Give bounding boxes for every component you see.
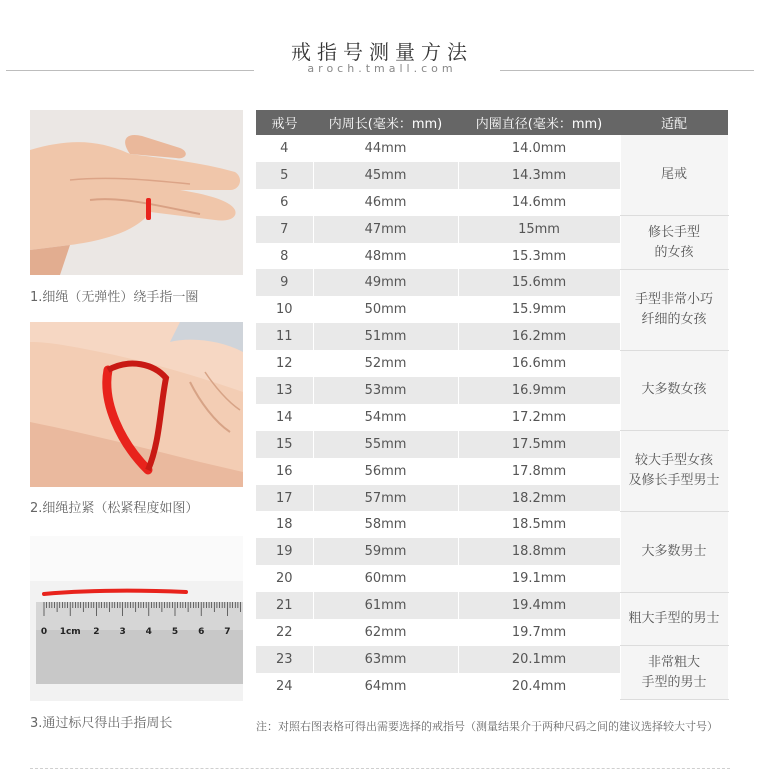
table-row	[256, 269, 728, 296]
cell-diameter: 14.0mm	[458, 135, 620, 162]
cell-diameter: 19.7mm	[458, 619, 620, 646]
fit-line-2: 手型的男士	[641, 674, 707, 690]
cell-size: 13	[256, 377, 313, 404]
cell-circumference: 53mm	[313, 377, 458, 404]
table-body	[256, 135, 728, 700]
cell-diameter: 18.5mm	[458, 511, 620, 538]
cell-circumference: 45mm	[313, 162, 458, 189]
cell-size: 15	[256, 431, 313, 458]
bottom-dashed-divider	[30, 768, 730, 769]
page-subtitle: aroch.tmall.com	[307, 62, 457, 75]
cell-fit	[620, 269, 728, 350]
caption-step-1: 1.细绳（无弹性）绕手指一圈	[30, 290, 199, 305]
table-row	[256, 646, 728, 673]
fit-line-1: 非常粗大	[647, 654, 700, 670]
cell-circumference: 58mm	[313, 511, 458, 538]
cell-size: 10	[256, 296, 313, 323]
ruler-label: 4	[145, 627, 152, 637]
cell-size: 17	[256, 485, 313, 512]
cell-fit	[620, 350, 728, 431]
caption-step-3: 3.通过标尺得出手指周长	[30, 716, 173, 731]
fit-line-1: 大多数女孩	[641, 382, 707, 398]
cell-size: 11	[256, 323, 313, 350]
cell-diameter: 17.8mm	[458, 458, 620, 485]
cell-circumference: 56mm	[313, 458, 458, 485]
cell-circumference: 46mm	[313, 189, 458, 216]
cell-circumference: 47mm	[313, 216, 458, 243]
col-header-fit: 适配	[620, 110, 728, 135]
cell-size: 14	[256, 404, 313, 431]
cell-size: 19	[256, 538, 313, 565]
cell-diameter: 18.8mm	[458, 538, 620, 565]
cell-diameter: 19.1mm	[458, 565, 620, 592]
cell-size: 8	[256, 243, 313, 270]
cell-diameter: 16.9mm	[458, 377, 620, 404]
cell-diameter: 19.4mm	[458, 592, 620, 619]
cell-size: 20	[256, 565, 313, 592]
cell-size: 21	[256, 592, 313, 619]
cell-size: 18	[256, 511, 313, 538]
cell-circumference: 52mm	[313, 350, 458, 377]
cell-size: 9	[256, 269, 313, 296]
ring-size-table	[256, 110, 729, 700]
cell-fit	[620, 592, 728, 646]
ruler-label: 6	[198, 627, 205, 637]
table-row	[256, 135, 728, 162]
ruler-label: 0	[40, 627, 48, 637]
string-loop	[146, 198, 151, 220]
cell-circumference: 54mm	[313, 404, 458, 431]
col-header-diameter: 内圈直径(毫米：mm)	[458, 110, 620, 135]
cell-circumference: 51mm	[313, 323, 458, 350]
cell-circumference: 62mm	[313, 619, 458, 646]
cell-diameter: 20.1mm	[458, 646, 620, 673]
cell-circumference: 61mm	[313, 592, 458, 619]
cell-fit	[620, 135, 728, 216]
table-row	[256, 592, 728, 619]
cell-diameter: 14.3mm	[458, 162, 620, 189]
table-row	[256, 350, 728, 377]
table-header-row	[256, 110, 728, 135]
photo-finger-wrapped	[30, 110, 243, 275]
cell-circumference: 59mm	[313, 538, 458, 565]
cell-circumference: 49mm	[313, 269, 458, 296]
col-header-size: 戒号	[256, 110, 313, 135]
cell-size: 5	[256, 162, 313, 189]
fit-line-2: 及修长手型男士	[628, 473, 720, 489]
table-row	[256, 431, 728, 458]
ruler-label: 3	[119, 627, 126, 637]
cell-fit	[620, 646, 728, 700]
ruler-label: 1cm	[59, 627, 81, 637]
fit-line-2: 纤细的女孩	[641, 311, 707, 327]
cell-size: 22	[256, 619, 313, 646]
cell-diameter: 15.3mm	[458, 243, 620, 270]
photo-ruler-measure	[30, 536, 243, 701]
fit-line-2: 的女孩	[654, 244, 694, 260]
cell-diameter: 15mm	[458, 216, 620, 243]
table-row	[256, 511, 728, 538]
cell-diameter: 16.2mm	[458, 323, 620, 350]
footnote: 注：对照右图表格可得出需要选择的戒指号（测量结果介于两种尺码之间的建议选择较大寸号）	[256, 720, 718, 733]
fit-line-1: 修长手型	[647, 224, 700, 240]
cell-fit	[620, 216, 728, 270]
cell-size: 6	[256, 189, 313, 216]
table-row	[256, 216, 728, 243]
cell-circumference: 60mm	[313, 565, 458, 592]
cell-diameter: 15.9mm	[458, 296, 620, 323]
page-title: 戒指号测量方法	[291, 40, 473, 64]
cell-size: 24	[256, 673, 313, 700]
cell-size: 16	[256, 458, 313, 485]
fit-line-1: 较大手型女孩	[634, 453, 713, 469]
cell-diameter: 17.5mm	[458, 431, 620, 458]
cell-size: 7	[256, 216, 313, 243]
cell-fit	[620, 511, 728, 592]
photo-string-tightened	[30, 322, 243, 487]
fit-line-1: 大多数男士	[641, 543, 707, 559]
cell-circumference: 57mm	[313, 485, 458, 512]
fit-line-1: 手型非常小巧	[634, 291, 713, 307]
col-header-circumference: 内周长(毫米：mm)	[313, 110, 458, 135]
cell-diameter: 14.6mm	[458, 189, 620, 216]
cell-diameter: 17.2mm	[458, 404, 620, 431]
cell-circumference: 55mm	[313, 431, 458, 458]
cell-circumference: 63mm	[313, 646, 458, 673]
cell-size: 23	[256, 646, 313, 673]
ruler-label: 2	[93, 627, 100, 637]
fit-line-1: 尾戒	[660, 167, 687, 183]
cell-circumference: 44mm	[313, 135, 458, 162]
cell-size: 4	[256, 135, 313, 162]
cell-diameter: 16.6mm	[458, 350, 620, 377]
fit-line-1: 粗大手型的男士	[628, 611, 720, 627]
cell-circumference: 50mm	[313, 296, 458, 323]
cell-diameter: 20.4mm	[458, 673, 620, 700]
cell-circumference: 48mm	[313, 243, 458, 270]
ruler-label: 7	[224, 627, 231, 637]
cell-diameter: 15.6mm	[458, 269, 620, 296]
cell-fit	[620, 431, 728, 512]
cell-circumference: 64mm	[313, 673, 458, 700]
ruler-label: 5	[171, 627, 179, 637]
cell-size: 12	[256, 350, 313, 377]
cell-diameter: 18.2mm	[458, 485, 620, 512]
caption-step-2: 2.细绳拉紧（松紧程度如图）	[30, 501, 199, 516]
